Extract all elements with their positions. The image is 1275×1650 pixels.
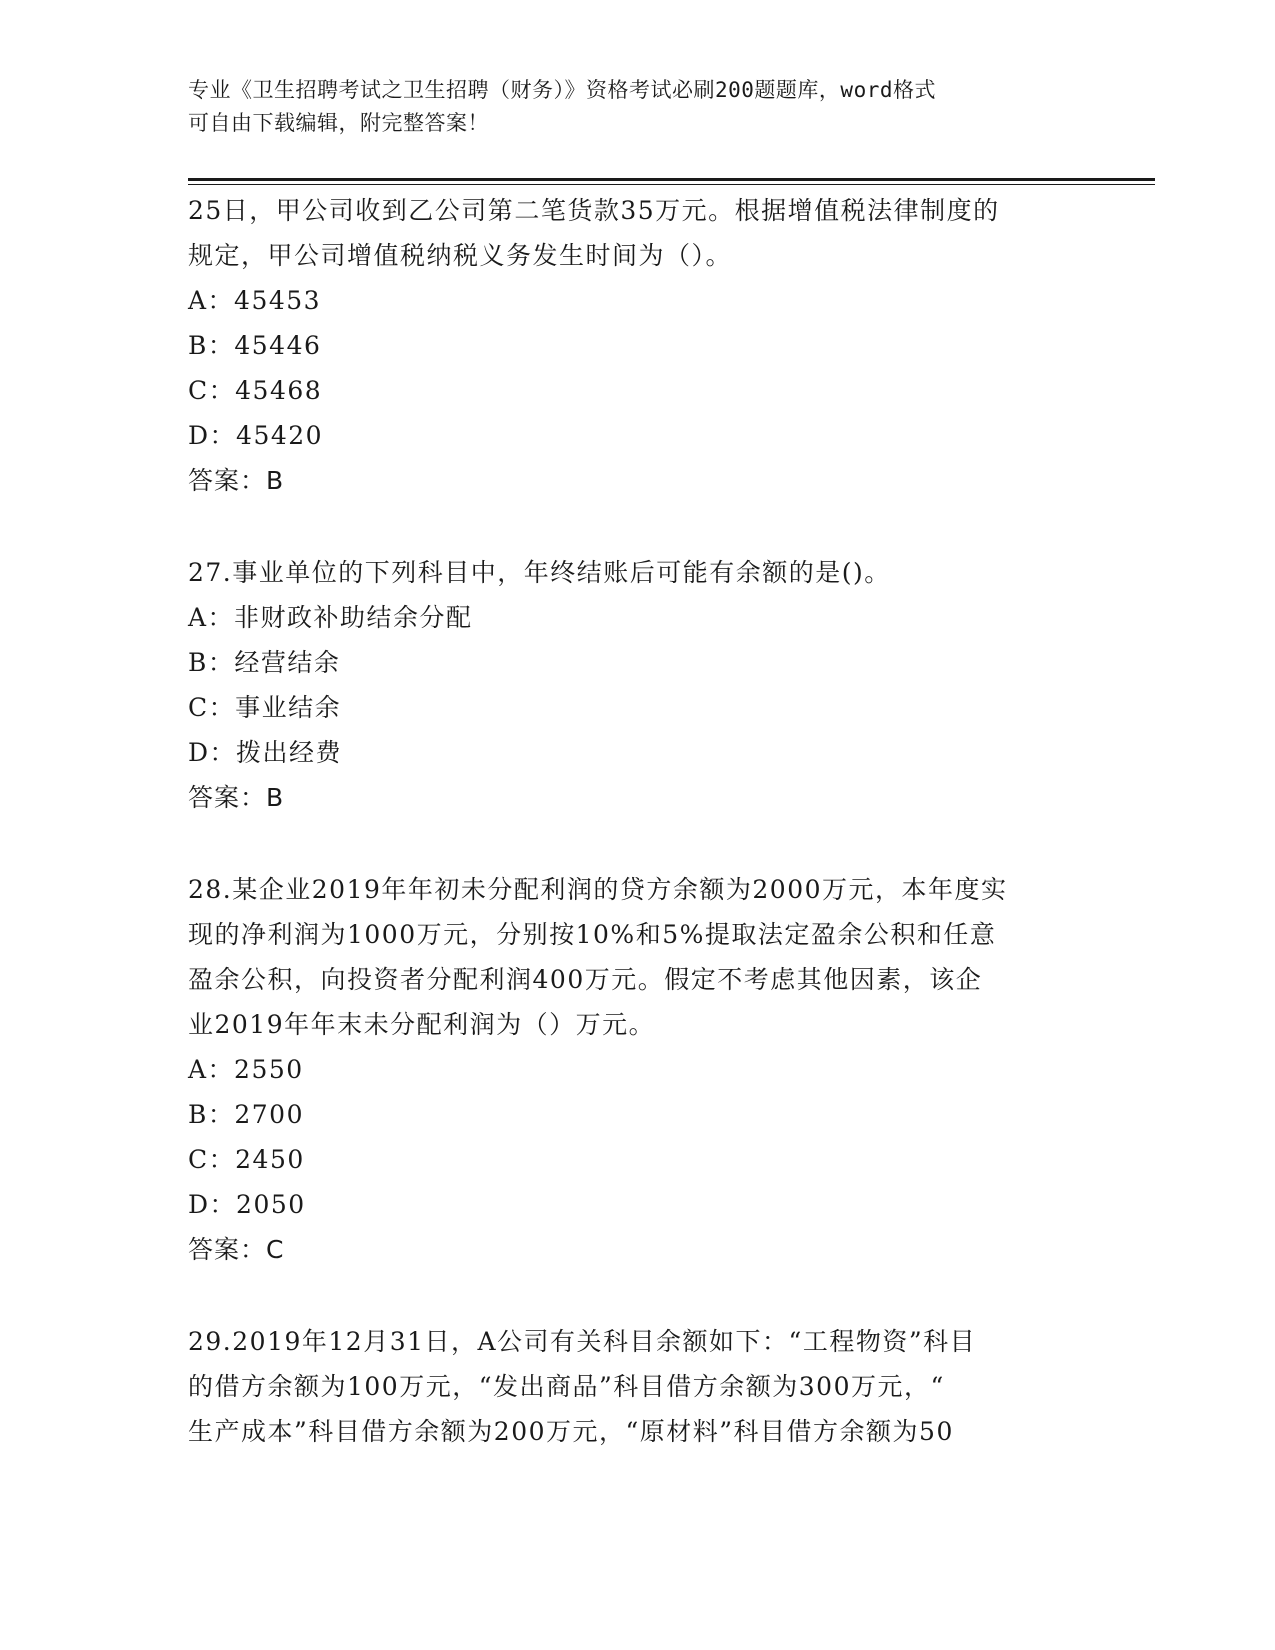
option-c: C：45468 [188,376,323,405]
header-divider-thick [188,178,1155,181]
question-text-line: 生产成本”科目借方余额为200万元，“原材料”科目借方余额为50 [188,1417,954,1446]
question-block [188,188,1088,503]
question-text-line: 25日，甲公司收到乙公司第二笔货款35万元。根据增值税法律制度的 [188,196,1000,225]
question-text-line: 盈余公积，向投资者分配利润400万元。假定不考虑其他因素，该企 [188,965,983,994]
question-text-line: 29.2019年12月31日，A公司有关科目余额如下：“工程物资”科目 [188,1327,977,1356]
question-block [188,550,1088,820]
answer-line: 答案：C [188,1235,285,1264]
option-a: A：45453 [188,286,322,315]
option-c: C：事业结余 [188,693,342,722]
question-text-line: 业2019年年末未分配利润为（）万元。 [188,1010,656,1039]
option-d: D：45420 [188,421,324,450]
question-text-line: 的借方余额为100万元，“发出商品”科目借方余额为300万元，“ [188,1372,945,1401]
question-list [188,188,1088,1454]
answer-line: 答案：B [188,783,285,812]
option-d: D：2050 [188,1190,306,1219]
question-spacer [188,820,1088,867]
document-header [188,74,1068,140]
option-c: C：2450 [188,1145,305,1174]
question-text-line: 27.事业单位的下列科目中，年终结账后可能有余额的是()。 [188,558,891,587]
question-spacer [188,1272,1088,1319]
question-block [188,1319,1088,1454]
question-text-line: 现的净利润为1000万元，分别按10%和5%提取法定盈余公积和任意 [188,920,997,949]
header-divider-thin [188,184,1155,185]
question-spacer [188,503,1088,550]
option-a: A：2550 [188,1055,304,1084]
question-text-line: 规定，甲公司增值税纳税义务发生时间为（）。 [188,241,733,270]
option-b: B：45446 [188,331,322,360]
option-b: B：经营结余 [188,648,341,677]
header-line-1: 专业《卫生招聘考试之卫生招聘（财务）》资格考试必刷200题题库，word格式 [188,78,936,102]
header-line-2: 可自由下载编辑，附完整答案！ [188,111,489,135]
option-b: B：2700 [188,1100,304,1129]
answer-line: 答案：B [188,466,285,495]
question-block [188,867,1088,1272]
question-text-line: 28.某企业2019年年初未分配利润的贷方余额为2000万元，本年度实 [188,875,1008,904]
option-a: A：非财政补助结余分配 [188,603,473,632]
option-d: D：拨出经费 [188,738,343,767]
